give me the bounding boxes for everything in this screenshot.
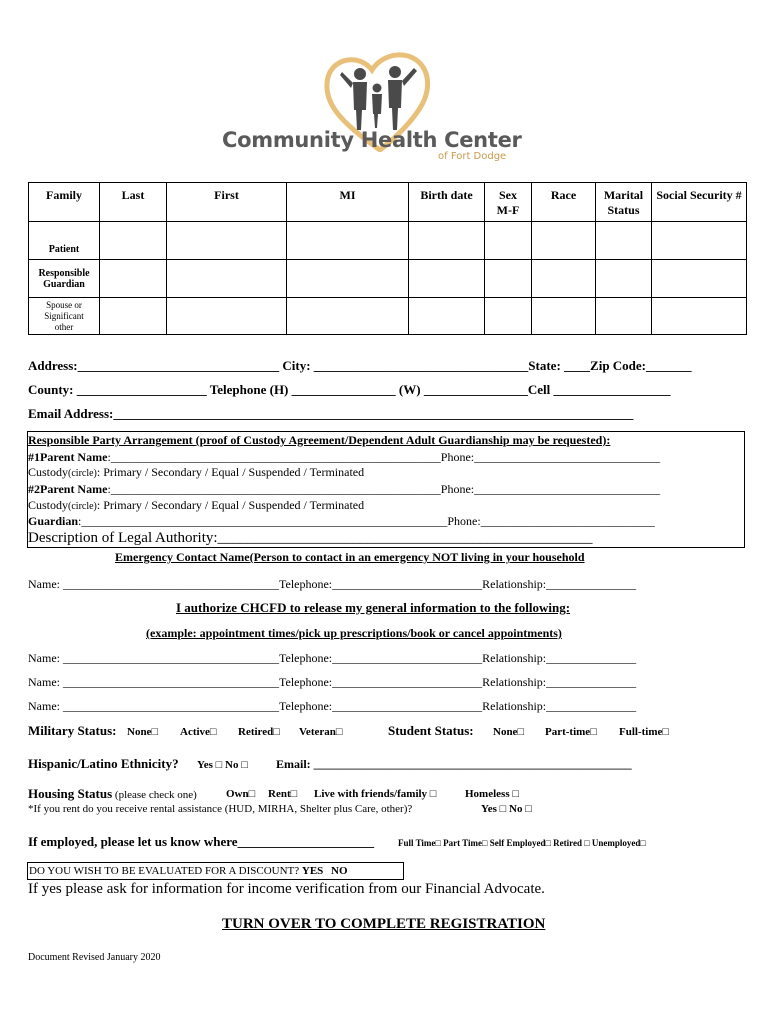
patient-birth-cell[interactable] (409, 222, 485, 260)
ethnicity-email-line (276, 757, 632, 772)
guardian-phone-field[interactable]: _____________________________ (480, 514, 655, 528)
auth3-telephone-field[interactable]: _________________________ (332, 699, 483, 713)
military-active-option[interactable]: Active□ (180, 726, 217, 738)
auth3-name-field[interactable]: ____________________________________ (60, 699, 279, 713)
parent2-label: #2Parent Name (28, 482, 108, 496)
family-table (28, 182, 747, 335)
parent2-phone-label: Phone: (440, 482, 475, 496)
clinic-logo (222, 52, 552, 162)
city-label: City: (282, 358, 311, 373)
spouse-sex-cell[interactable] (485, 298, 532, 335)
header-marital-status: Marital Status (596, 183, 652, 222)
patient-sex-cell[interactable] (485, 222, 532, 260)
legal-authority-field[interactable]: __________________________________________________ (217, 530, 593, 546)
guardian-phone-label: Phone: (447, 514, 481, 528)
patient-marital-cell[interactable] (596, 222, 652, 260)
guardian-line (28, 514, 655, 529)
state-label: State: (528, 358, 561, 373)
military-none-option[interactable]: None□ (127, 726, 159, 738)
custody1-label: Custody (28, 465, 69, 479)
emergency-telephone-label: Telephone: (279, 577, 333, 591)
telephone-home-field[interactable]: ________________ (288, 382, 399, 397)
custody2-line (28, 498, 364, 513)
emergency-name-label: Name: (28, 577, 60, 591)
header-first: First (167, 183, 287, 222)
auth1-relationship-label: Relationship: (482, 651, 547, 665)
spouse-last-cell[interactable] (100, 298, 167, 335)
custody1-circle-note: (circle) (68, 468, 97, 479)
guardian-mi-cell[interactable] (287, 260, 409, 298)
parent1-label: #1Parent Name (28, 450, 108, 464)
cell-label: Cell (527, 382, 551, 397)
housing-rent-option[interactable]: Rent□ (268, 788, 298, 800)
auth3-relationship-label: Relationship: (482, 699, 547, 713)
table-row (29, 298, 747, 335)
rental-assistance-options[interactable]: Yes □ No □ (481, 803, 532, 815)
employer-field[interactable]: _____________________ (237, 834, 375, 849)
spouse-ssn-cell[interactable] (652, 298, 747, 335)
emergency-heading: Emergency Contact Name(Person to contact in an emergency NOT living in your household (115, 550, 585, 564)
authorized-contact-line (28, 699, 636, 714)
turn-over-notice: TURN OVER TO COMPLETE REGISTRATION (222, 916, 546, 932)
auth2-name-field[interactable]: ____________________________________ (60, 675, 279, 689)
employment-label: If employed, please let us know where (28, 834, 238, 849)
auth2-name-label: Name: (28, 675, 60, 689)
table-row (29, 260, 747, 298)
housing-own-option[interactable]: Own□ (226, 788, 256, 800)
parent2-line (28, 482, 660, 497)
parent1-line (28, 450, 660, 465)
ethnicity-options[interactable]: Yes □ No □ (197, 759, 248, 771)
header-ssn: Social Security # (652, 183, 747, 222)
spouse-marital-cell[interactable] (596, 298, 652, 335)
guardian-last-cell[interactable] (100, 260, 167, 298)
email-address-label: Email Address: (28, 406, 114, 421)
auth3-name-label: Name: (28, 699, 60, 713)
discount-no-option[interactable]: NO (331, 865, 348, 877)
guardian-birth-cell[interactable] (409, 260, 485, 298)
employment-line (28, 834, 374, 850)
email-line (28, 406, 633, 422)
county-field[interactable]: ____________________ (73, 382, 210, 397)
telephone-work-label: (W) (398, 382, 421, 397)
student-status-label: Student Status: (388, 723, 474, 738)
parent1-field[interactable]: :_______________________________________________________ (107, 450, 441, 464)
custody2-circle-note: (circle) (68, 501, 97, 512)
auth1-telephone-label: Telephone: (279, 651, 333, 665)
county-phone-line (28, 382, 670, 398)
revision-date: Document Revised January 2020 (28, 952, 161, 963)
arrangement-heading: Responsible Party Arrangement (proof of Custody Agreement/Dependent Adult Guardianship may be requested): (28, 433, 611, 447)
city-field[interactable]: _________________________________ (310, 358, 529, 373)
logo-subtitle: of Fort Dodge (438, 151, 507, 162)
student-part-time-option[interactable]: Part-time□ (545, 726, 597, 738)
spouse-first-cell[interactable] (167, 298, 287, 335)
emergency-relationship-label: Relationship: (482, 577, 547, 591)
legal-authority-label: Description of Legal Authority: (28, 530, 218, 546)
address-field[interactable]: _______________________________ (77, 358, 283, 373)
custody1-line (28, 465, 364, 480)
header-race: Race (532, 183, 596, 222)
authorized-contact-line (28, 651, 636, 666)
guardian-ssn-cell[interactable] (652, 260, 747, 298)
discount-line (29, 865, 348, 877)
patient-race-cell[interactable] (532, 222, 596, 260)
emergency-name-field[interactable]: ____________________________________ (60, 577, 279, 591)
table-row (29, 222, 747, 260)
header-last: Last (100, 183, 167, 222)
row-label-patient: Patient (29, 222, 100, 260)
custody1-options[interactable]: : Primary / Secondary / Equal / Suspended / Terminated (96, 465, 365, 479)
housing-homeless-option[interactable]: Homeless □ (465, 788, 519, 800)
zip-label: Zip Code: (590, 358, 647, 373)
guardian-label: Guardian (28, 514, 79, 528)
ethnicity-email-label: Email: (276, 757, 311, 771)
discount-yes-option[interactable]: YES (301, 865, 324, 877)
state-field[interactable]: ____ (560, 358, 591, 373)
table-header-row (29, 183, 747, 222)
auth2-telephone-label: Telephone: (279, 675, 333, 689)
custody2-label: Custody (28, 498, 69, 512)
discount-note: If yes please ask for information for income verification from our Financial Advocate. (28, 881, 545, 897)
housing-friends-family-option[interactable]: Live with friends/family □ (314, 788, 437, 800)
military-veteran-option[interactable]: Veteran□ (299, 726, 343, 738)
housing-check-note: (please check one) (112, 789, 197, 801)
ethnicity-email-field[interactable]: _____________________________________________________ (310, 757, 632, 771)
email-address-field[interactable]: ________________________________________________________________________________ (113, 406, 634, 421)
student-full-time-option[interactable]: Full-time□ (619, 726, 670, 738)
auth3-telephone-label: Telephone: (279, 699, 333, 713)
parent2-field[interactable]: :_______________________________________________________ (107, 482, 441, 496)
spouse-race-cell[interactable] (532, 298, 596, 335)
legal-authority-line (28, 530, 593, 547)
guardian-marital-cell[interactable] (596, 260, 652, 298)
auth2-relationship-field[interactable]: _______________ (546, 675, 637, 689)
guardian-race-cell[interactable] (532, 260, 596, 298)
housing-line (28, 786, 197, 802)
guardian-sex-cell[interactable] (485, 260, 532, 298)
row-label-spouse: Spouse or Significant other (29, 298, 100, 335)
authorization-example: (example: appointment times/pick up prescriptions/book or cancel appointments) (146, 626, 562, 640)
auth1-relationship-field[interactable]: _______________ (546, 651, 637, 665)
patient-ssn-cell[interactable] (652, 222, 747, 260)
patient-first-cell[interactable] (167, 222, 287, 260)
telephone-work-field[interactable]: ________________ (420, 382, 528, 397)
auth2-relationship-label: Relationship: (482, 675, 547, 689)
logo-title: Community Health Center (222, 128, 522, 152)
parent2-phone-field[interactable]: _______________________________ (474, 482, 661, 496)
parent1-phone-field[interactable]: _______________________________ (474, 450, 661, 464)
rental-assistance-question: *If you rent do you receive rental assistance (HUD, MIRHA, Shelter plus Care, other)? (28, 803, 413, 815)
telephone-home-label: Telephone (H) (209, 382, 289, 397)
county-label: County: (28, 382, 74, 397)
employment-options[interactable]: Full Time□ Part Time□ Self Employed□ Retired □ Unemployed□ (398, 838, 646, 848)
military-retired-option[interactable]: Retired□ (238, 726, 280, 738)
guardian-first-cell[interactable] (167, 260, 287, 298)
auth2-telephone-field[interactable]: _________________________ (332, 675, 483, 689)
authorization-heading: I authorize CHCFD to release my general information to the following: (176, 600, 571, 615)
student-none-option[interactable]: None□ (493, 726, 525, 738)
custody2-options[interactable]: : Primary / Secondary / Equal / Suspended / Terminated (96, 498, 365, 512)
auth1-name-label: Name: (28, 651, 60, 665)
patient-last-cell[interactable] (100, 222, 167, 260)
parent1-phone-label: Phone: (440, 450, 475, 464)
ethnicity-label: Hispanic/Latino Ethnicity? (28, 756, 179, 771)
guardian-field[interactable]: :_____________________________________________________________ (78, 514, 448, 528)
address-label: Address: (28, 358, 78, 373)
row-label-responsible-guardian: Responsible Guardian (29, 260, 100, 298)
patient-mi-cell[interactable] (287, 222, 409, 260)
header-family: Family (29, 183, 100, 222)
address-line (28, 358, 692, 374)
zip-field[interactable]: _______ (646, 358, 692, 373)
emergency-contact-line (28, 577, 636, 592)
authorized-contact-line (28, 675, 636, 690)
header-sex: Sex M-F (485, 183, 532, 222)
discount-question: DO YOU WISH TO BE EVALUATED FOR A DISCOUNT? (29, 865, 300, 877)
cell-field[interactable]: __________________ (550, 382, 671, 397)
emergency-telephone-field[interactable]: _________________________ (332, 577, 483, 591)
auth1-name-field[interactable]: ____________________________________ (60, 651, 279, 665)
military-status-label: Military Status: (28, 723, 117, 738)
auth3-relationship-field[interactable]: _______________ (546, 699, 637, 713)
emergency-relationship-field[interactable]: _______________ (546, 577, 637, 591)
auth1-telephone-field[interactable]: _________________________ (332, 651, 483, 665)
spouse-birth-cell[interactable] (409, 298, 485, 335)
header-mi: MI (287, 183, 409, 222)
spouse-mi-cell[interactable] (287, 298, 409, 335)
housing-label: Housing Status (28, 786, 113, 801)
header-birth-date: Birth date (409, 183, 485, 222)
